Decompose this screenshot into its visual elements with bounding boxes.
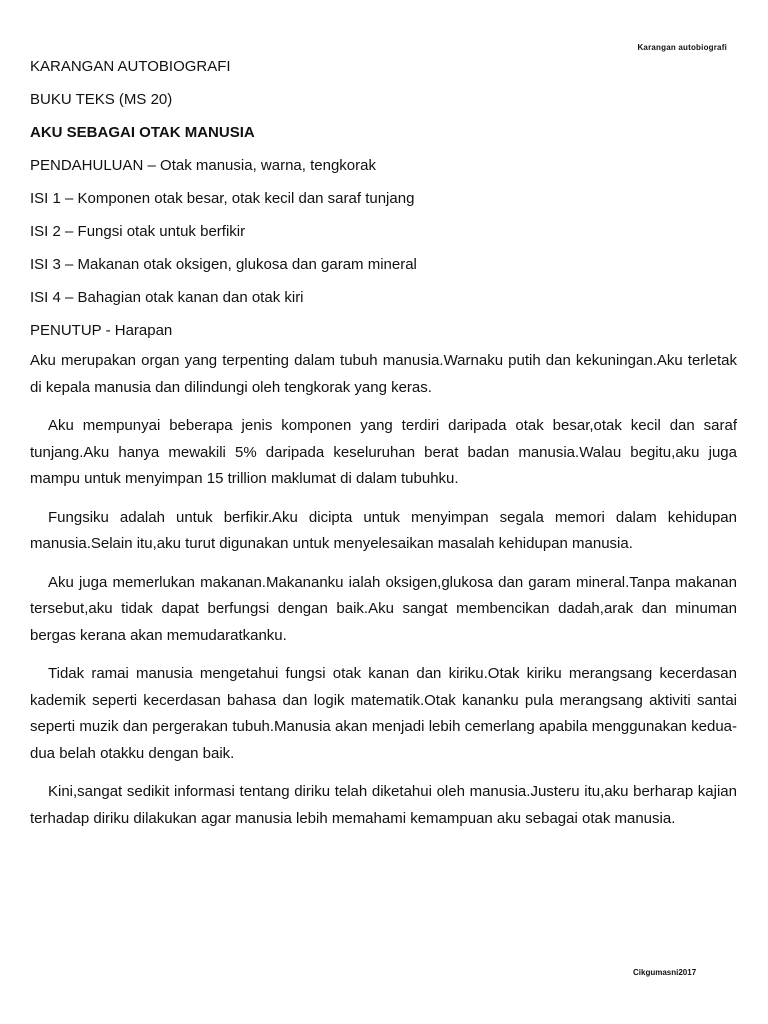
essay-body (30, 348, 737, 844)
essay-title: AKU SEBAGAI OTAK MANUSIA (30, 124, 255, 141)
essay-paragraph-4: Aku juga memerlukan makanan.Makananku ialah oksigen,glukosa dan garam mineral.Tanpa makanan tersebut,aku tidak dapat berfungsi dengan baik.Aku sangat membencikan dadah,arak dan minuman bergas kerana akan memudaratkanku. (30, 573, 737, 644)
textbook-reference: BUKU TEKS (MS 20) (30, 91, 173, 108)
outline-introduction: PENDAHULUAN – Otak manusia, warna, tengkorak (30, 157, 376, 174)
essay-paragraph-3: Fungsiku adalah untuk berfikir.Aku dicipta untuk menyimpan segala memori dalam kehidupan manusia.Selain itu,aku turut digunakan untuk menyelesaikan masalah kehidupan manusia. (30, 508, 737, 552)
outline-conclusion: PENUTUP - Harapan (30, 322, 173, 339)
running-header: Karangan autobiografi (637, 43, 727, 52)
essay-paragraph-6: Kini,sangat sedikit informasi tentang diriku telah diketahui oleh manusia.Justeru itu,aku berharap kajian terhadap diriku dilakukan agar manusia lebih memahami kemampuan aku sebagai otak manusia. (30, 783, 737, 827)
outline-point-3: ISI 3 – Makanan otak oksigen, glukosa dan garam mineral (30, 256, 417, 273)
outline-point-4: ISI 4 – Bahagian otak kanan dan otak kiri (30, 289, 304, 306)
footer-credit: Cikgumasni2017 (633, 968, 697, 977)
document-title: KARANGAN AUTOBIOGRAFI (30, 58, 231, 75)
essay-paragraph-5: Tidak ramai manusia mengetahui fungsi otak kanan dan kiriku.Otak kiriku merangsang kecerdasan kademik seperti kecerdasan bahasa dan logik matematik.Otak kananku pula merangsang aktiviti santai seperti muzik dan pergerakan tubuh.Manusia akan menjadi lebih cemerlang apabila menggunakan kedua-dua belah otakku dengan baik. (30, 665, 737, 762)
essay-outline (30, 56, 740, 353)
outline-point-2: ISI 2 – Fungsi otak untuk berfikir (30, 223, 246, 240)
essay-paragraph-2: Aku mempunyai beberapa jenis komponen yang terdiri daripada otak besar,otak kecil dan saraf tunjang.Aku hanya mewakili 5% daripada keseluruhan berat badan manusia.Walau begitu,aku juga mampu untuk menyimpan 15 trillion maklumat di dalam tubuhku. (30, 417, 737, 487)
outline-point-1: ISI 1 – Komponen otak besar, otak kecil dan saraf tunjang (30, 190, 415, 207)
essay-paragraph-1: Aku merupakan organ yang terpenting dalam tubuh manusia.Warnaku putih dan kekuningan.Aku terletak di kepala manusia dan dilindungi oleh tengkorak yang keras. (30, 352, 737, 396)
